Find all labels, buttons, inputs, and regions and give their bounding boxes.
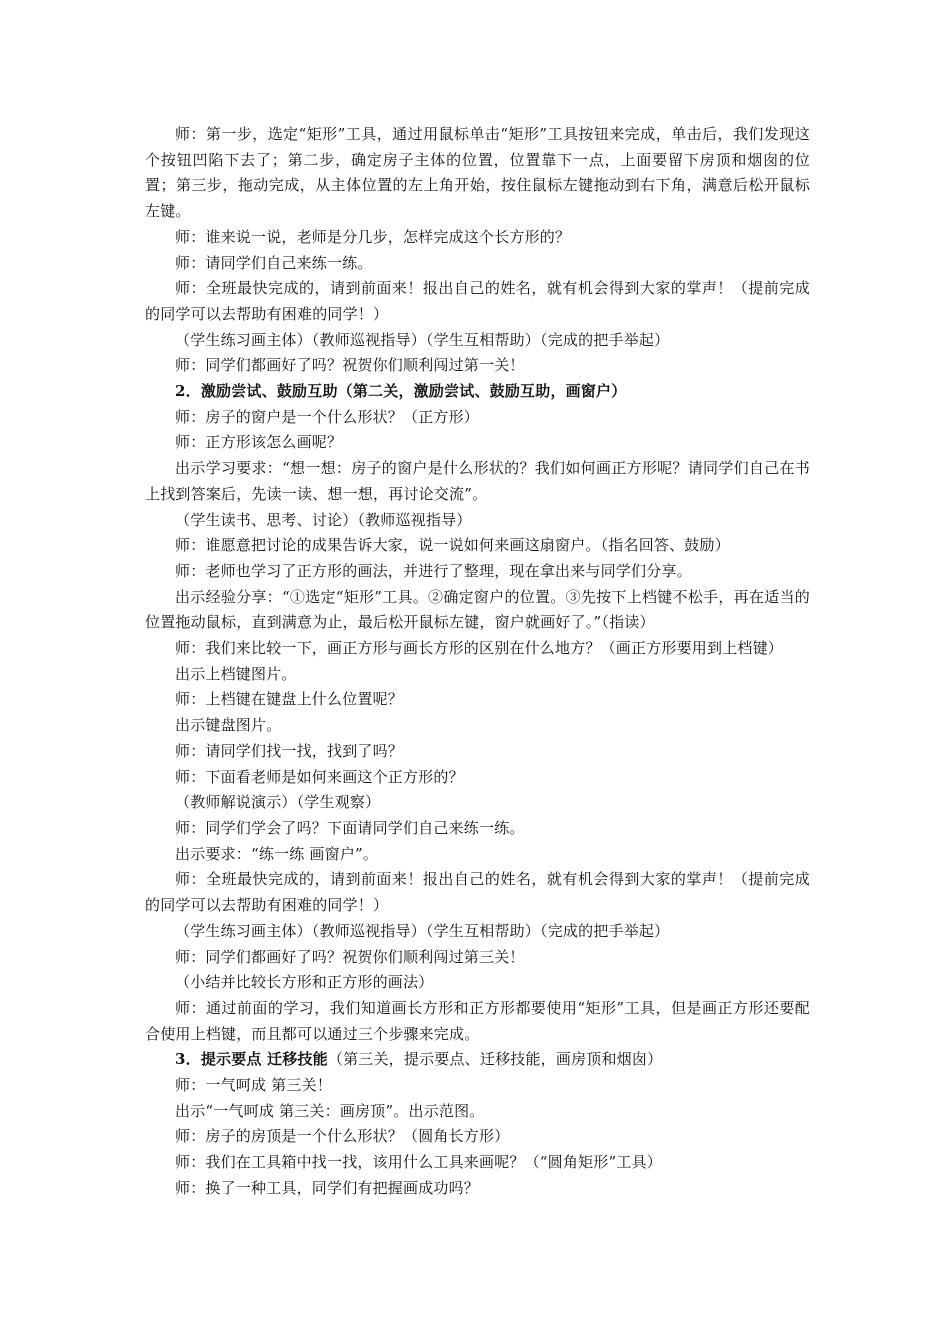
paragraph-practice: 师：请同学们自己来练一练。: [175, 253, 373, 272]
paragraph-keyboard-image: 出示键盘图片。: [175, 716, 282, 735]
paragraph-experience-share: 出示经验分享：“①选定“矩形”工具。②确定窗户的位置。③先按下上档键不松手，再在适当的位置拖动鼠标，直到满意为止，最后松开鼠标左键，窗户就画好了。”（指读）: [145, 587, 810, 632]
paragraph-which-tool: 师：我们在工具箱中找一找，该用什么工具来画呢？（“圆角矩形”工具）: [175, 1153, 662, 1172]
section-heading-2: 2．激励尝试、鼓励互助（第二关，激励尝试、鼓励互助，画窗户）: [175, 382, 627, 401]
paragraph-window-shape: 师：房子的窗户是一个什么形状？（正方形）: [175, 407, 480, 426]
paragraph-fastest-complete-2: 师：全班最快完成的，请到前面来！报出自己的姓名，就有机会得到大家的掌声！（提前完成的同学可以去帮助有困难的同学！）: [145, 870, 810, 915]
paragraph-fastest-complete: 师：全班最快完成的，请到前面来！报出自己的姓名，就有机会得到大家的掌声！（提前完成的同学可以去帮助有困难的同学！）: [145, 279, 810, 323]
paragraph-activity-note: （学生练习画主体）（教师巡视指导）（学生互相帮助）（完成的把手举起）: [175, 330, 670, 349]
paragraph-show-roof: 出示“一气呵成 第三关：画房顶”。出示范图。: [175, 1101, 485, 1120]
paragraph-congrats-third: 师：同学们都画好了吗？祝贺你们顺利闯过第三关！: [175, 947, 525, 966]
section-heading-3: [145, 1047, 810, 1073]
paragraph-roof-shape: 师：房子的房顶是一个什么形状？（圆角长方形）: [175, 1127, 510, 1146]
paragraph-find-it: 师：请同学们找一找，找到了吗？: [175, 741, 404, 760]
paragraph-question-steps: 师：谁来说一说，老师是分几步，怎样完成这个长方形的？: [175, 227, 571, 246]
paragraph-step-instructions: 师：第一步，选定“矩形”工具，通过用鼠标单击“矩形”工具按钮来完成，单击后，我们发现这个按钮凹陷下去了；第二步，确定房子主体的位置，位置靠下一点，上面要留下房顶和烟囱的位置；第三步，拖动完成，从主体位置的左上角开始，按住鼠标左键拖动到右下角，满意后松开鼠标左键。: [145, 125, 810, 221]
paragraph-congrats-first: 师：同学们都画好了吗？祝贺你们顺利闯过第一关！: [175, 356, 525, 375]
paragraph-teacher-share: 师：老师也学习了正方形的画法，并进行了整理，现在拿出来与同学们分享。: [175, 561, 692, 580]
section-heading-3-rest: （第三关，提示要点、迁移技能，画房顶和烟囱）: [327, 1050, 663, 1069]
paragraph-practice-window: 出示要求：“练一练 画窗户”。: [175, 844, 379, 863]
paragraph-activity-note-2: （学生练习画主体）（教师巡视指导）（学生互相帮助）（完成的把手举起）: [175, 921, 670, 940]
paragraph-learned: 师：同学们学会了吗？下面请同学们自己来练一练。: [175, 818, 525, 837]
paragraph-share-results: 师：谁愿意把讨论的成果告诉大家，说一说如何来画这扇窗户。（指名回答、鼓励）: [175, 536, 730, 555]
paragraph-square-how: 师：正方形该怎么画呢？: [175, 433, 343, 452]
paragraph-compare: 师：我们来比较一下，画正方形与画长方形的区别在什么地方？（画正方形要用到上档键）: [175, 639, 784, 658]
paragraph-shift-image: 出示上档键图片。: [175, 664, 297, 683]
section-heading-3-bold: 3．提示要点 迁移技能: [175, 1050, 328, 1069]
paragraph-demo-note: （教师解说演示）（学生观察）: [175, 793, 381, 812]
paragraph-confidence: 师：换了一种工具，同学们有把握画成功吗？: [175, 1178, 480, 1197]
paragraph-summary: 师：通过前面的学习，我们知道画长方形和正方形都要使用“矩形”工具，但是画正方形还要配合使用上档键，而且都可以通过三个步骤来完成。: [145, 998, 810, 1043]
paragraph-learning-requirement: 出示学习要求：“想一想：房子的窗户是什么形状的？我们如何画正方形呢？请同学们自己在书上找到答案后，先读一读、想一想，再讨论交流”。: [145, 459, 810, 503]
paragraph-student-reading: （学生读书、思考、讨论）（教师巡视指导）: [175, 510, 472, 529]
paragraph-third-level: 师：一气呵成 第三关！: [175, 1076, 332, 1095]
paragraph-shift-location: 师：上档键在键盘上什么位置呢？: [175, 690, 404, 709]
paragraph-summary-note: （小结并比较长方形和正方形的画法）: [175, 973, 434, 992]
paragraph-watch-teacher: 师：下面看老师是如何来画这个正方形的？: [175, 767, 464, 786]
document-page: [145, 122, 810, 1202]
